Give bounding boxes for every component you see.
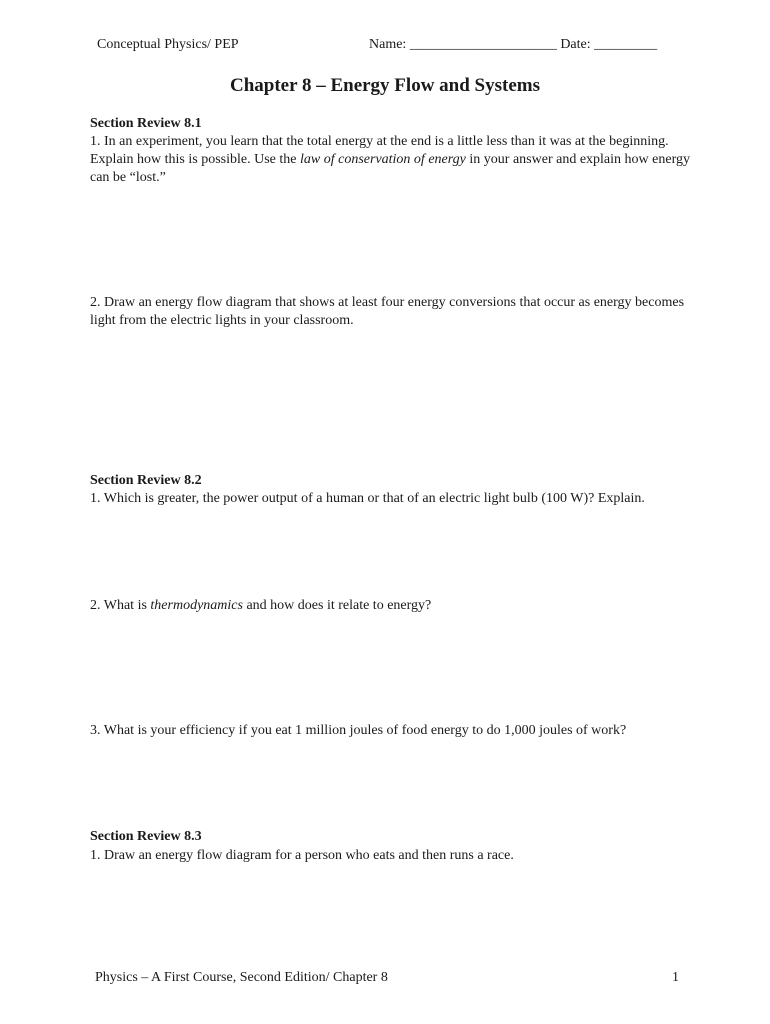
footer-book-title: Physics – A First Course, Second Edition/ Chapter 8 (95, 970, 388, 985)
question-8-2-3: 3. What is your efficiency if you eat 1 million joules of food energy to do 1,000 joules of work? (90, 723, 627, 738)
question-8-2-2: 2. What is thermodynamics and how does it relate to energy? (90, 598, 432, 613)
section-review-8-3-title: Section Review 8.3 (90, 829, 202, 844)
question-8-1-2: 2. Draw an energy flow diagram that shows at least four energy conversions that occur as energy becomes light from the electric lights in your classroom. (90, 295, 685, 328)
course-name: Conceptual Physics/ PEP (97, 37, 239, 52)
name-date-line: Name: _____________________ Date: _________ (369, 37, 658, 52)
section-review-8-1-title: Section Review 8.1 (90, 116, 202, 131)
question-8-2-1: 1. Which is greater, the power output of a human or that of an electric light bulb (100 W)? Explain. (90, 491, 645, 506)
question-8-3-1: 1. Draw an energy flow diagram for a person who eats and then runs a race. (90, 848, 514, 863)
footer-page-number: 1 (672, 970, 679, 985)
page-title: Chapter 8 – Energy Flow and Systems (230, 75, 540, 96)
question-8-1-1: 1. In an experiment, you learn that the total energy at the end is a little less than it was at the beginning. Explain how this is possible. Use the law of conservation of energy in your answer and explain how energy can be “lost.” (90, 134, 690, 185)
section-review-8-2-title: Section Review 8.2 (90, 473, 202, 488)
